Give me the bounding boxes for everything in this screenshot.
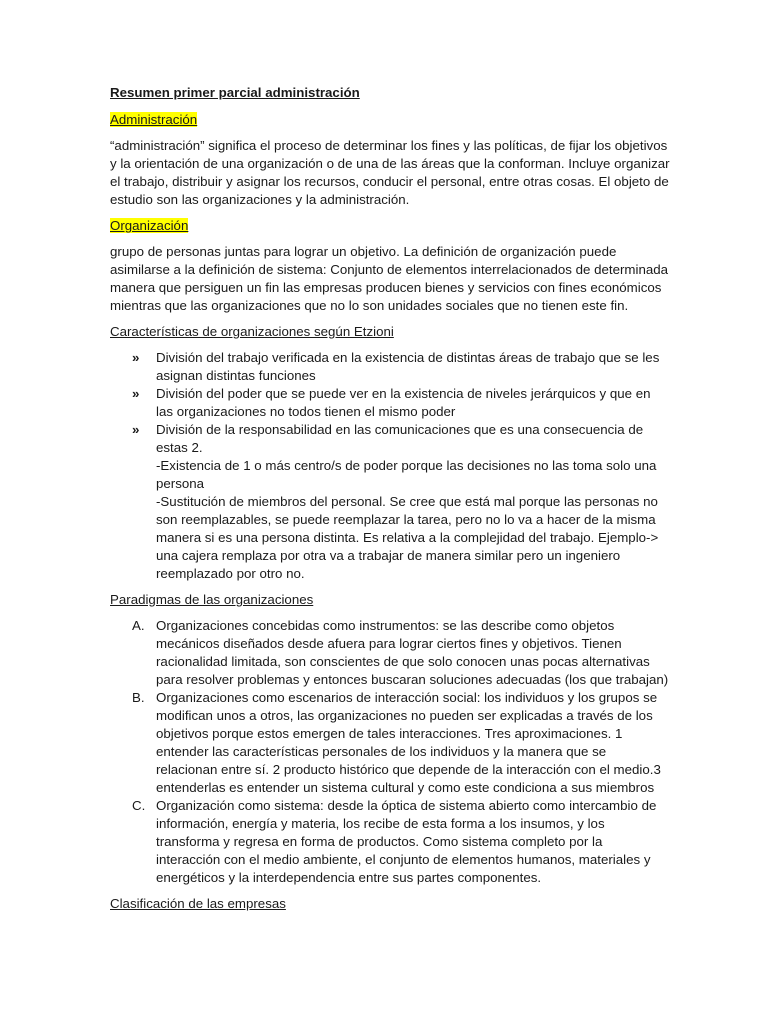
list-item-text: Organizaciones como escenarios de interacción social: los individuos y los grupos se modifican unos a otros, las organizaciones no pueden ser explicadas a través de los objetivos porque estos emergen de tales interacciones. Tres aproximaciones. 1 entender las características personales de los individuos y la manera que se relacionan entre sí. 2 producto histórico que depende de la interacción con el medio.3 entenderlas es entender un sistema cultural y como este condiciona a sus miembros (156, 690, 661, 795)
document-title: Resumen primer parcial administración (110, 85, 360, 100)
list-item-text: División de la responsabilidad en las comunicaciones que es una consecuencia de estas 2. (156, 422, 644, 455)
heading-caracteristicas (110, 323, 670, 341)
heading-administracion (110, 111, 670, 129)
list-item (110, 349, 670, 385)
bullet-marker: » (132, 350, 140, 365)
heading-clasificacion-text: Clasificación de las empresas (110, 896, 286, 911)
list-item (110, 617, 670, 689)
list-item (110, 385, 670, 421)
paragraph-organizacion: grupo de personas juntas para lograr un objetivo. La definición de organización puede asimilarse a la definición de sistema: Conjunto de elementos interrelacionados de determinada manera que persiguen un fin las empresas producen bienes y servicios con fines económicos mientras que las organizaciones que no lo son unidades sociales que no tienen este fin. (110, 244, 669, 313)
list-item-subline: -Sustitución de miembros del personal. Se cree que está mal porque las personas no son reemplazables, se puede reemplazar la tarea, pero no lo va a hacer de la misma manera si es una persona distinta. Es relativa a la complejidad del trabajo. Ejemplo-> una cajera remplaza por otra va a trabajar de manera similar pero un ingeniero reemplazado por otro no. (156, 494, 659, 581)
list-item-text: División del trabajo verificada en la existencia de distintas áreas de trabajo que se les asignan distintas funciones (156, 350, 660, 383)
bullet-marker: » (132, 386, 140, 401)
list-item (110, 689, 670, 797)
list-item (110, 797, 670, 887)
heading-organizacion (110, 217, 670, 235)
list-item-text: Organizaciones concebidas como instrumentos: se las describe como objetos mecánicos diseñados desde afuera para lograr ciertos fines y objetivos. Tienen racionalidad limitada, son conscientes de que solo conocen unas pocas alternativas para resolver problemas y entonces buscaran soluciones adecuadas (los que trabajan) (156, 618, 669, 687)
heading-caracteristicas-text: Características de organizaciones según Etzioni (110, 324, 394, 339)
list-item (110, 421, 670, 583)
paradigmas-list (110, 617, 670, 887)
paragraph-administracion: “administración” significa el proceso de determinar los fines y las políticas, de fijar los objetivos y la orientación de una organización o de una de las áreas que la conforman. Incluye organizar el trabajo, distribuir y asignar los recursos, conducir el personal, entre otras cosas. El objeto de estudio son las organizaciones y la administración. (110, 138, 670, 207)
heading-clasificacion (110, 895, 670, 913)
list-marker: B. (132, 690, 145, 705)
heading-administracion-text: Administración (110, 112, 198, 127)
bullet-marker: » (132, 422, 140, 437)
heading-organizacion-text: Organización (110, 218, 189, 233)
list-marker: A. (132, 618, 145, 633)
heading-paradigmas (110, 591, 670, 609)
caracteristicas-list (110, 349, 670, 583)
list-item-text: División del poder que se puede ver en la existencia de niveles jerárquicos y que en las organizaciones no todos tienen el mismo poder (156, 386, 651, 419)
list-item-subline: -Existencia de 1 o más centro/s de poder porque las decisiones no las toma solo una persona (156, 458, 657, 491)
list-marker: C. (132, 798, 146, 813)
heading-paradigmas-text: Paradigmas de las organizaciones (110, 592, 314, 607)
list-item-text: Organización como sistema: desde la óptica de sistema abierto como intercambio de información, energía y materia, los recibe de esta forma a los insumos, y los transforma y regresa en forma de productos. Como sistema completo por la interacción con el medio ambiente, el conjunto de elementos humanos, materiales y energéticos y la interdependencia entre sus partes componentes. (156, 798, 657, 885)
document-page (110, 84, 670, 921)
